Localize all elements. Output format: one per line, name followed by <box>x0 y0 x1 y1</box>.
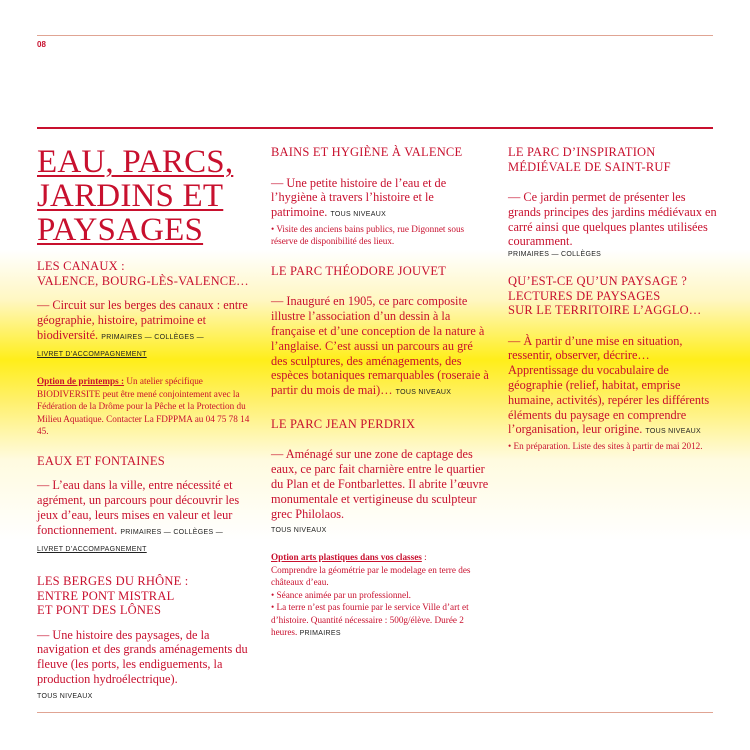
level-tag: PRIMAIRES — COLLÈGES — <box>101 333 204 341</box>
column-1 <box>37 145 251 705</box>
perdrix-option: Option arts plastiques dans vos classes : Comprendre la géométrie par le modelage en terre des châteaux d’eau. • Séance animée par un professionnel. • La terre n’est pas fournie par le service Ville d’art et d’histoire. Quantité nécessaire : 500g/élève. Durée 2 heures. PRIMAIRES <box>271 552 471 638</box>
perdrix-text: — Aménagé sur une zone de captage des eaux, ce parc fait charnière entre le quartier du Plan et de Fontbarlettes. Il abrite l’œuvre monumentale et vertigineuse du sculpteur grec Philolaos. TOUS NIVEAUX <box>271 447 489 535</box>
saintruf-tag: PRIMAIRES — COLLÈGES <box>508 251 602 259</box>
fontaines-text: — L’eau dans la ville, entre nécessité et agrément, un parcours pour découvrir les jeux d’eau, leurs mises en valeur et leur fonctionnement. PRIMAIRES — COLLÈGES — LIVRET D’ACCOMPAGNEMENT <box>37 478 240 554</box>
saintruf-heading: LE PARC D’INSPIRATION MÉDIÉVALE DE SAINT-RUF <box>508 145 671 174</box>
page-title: EAU, PARCS, JARDINS ET PAYSAGES <box>37 144 234 248</box>
canaux-option: Option de printemps : Un atelier spécifique BIODIVERSITE peut être mené conjointement avec la Fédération de la Drôme pour la Pêche et la Protection du Milieu Aquatique. Contacter La FDPPMA au 04 75 78 14 45. <box>37 376 250 437</box>
jouvet-heading: LE PARC THÉODORE JOUVET <box>271 263 447 278</box>
livret-tag: LIVRET D’ACCOMPAGNEMENT <box>37 351 147 359</box>
column-2 <box>271 145 491 641</box>
section-rule <box>37 127 713 129</box>
berges-heading: LES BERGES DU RHÔNE : ENTRE PONT MISTRAL ET PONT DES LÔNES <box>37 574 189 618</box>
paysage-note: • En préparation. Liste des sites à partir de mai 2012. <box>508 441 703 452</box>
page-number: 08 <box>37 40 46 49</box>
berges-text: — Une histoire des paysages, de la navigation et des grands aménagements du fleuve (les ports, les endiguements, la production hydroélectrique). TOUS NIVEAUX <box>37 627 248 700</box>
fontaines-heading: EAUX ET FONTAINES <box>37 453 165 468</box>
perdrix-heading: LE PARC JEAN PERDRIX <box>271 416 416 431</box>
bottom-rule <box>37 712 713 713</box>
jouvet-text: — Inauguré en 1905, ce parc composite illustre l’association d’un dessin à la française et d’une conception de la nature à l’anglaise. C’est aussi un parcours au gré des sculptures, des aménagements, des espèces botaniques remarquables (roseraie à partir du mois de mai)… TOUS NIVEAUX <box>271 294 489 398</box>
top-rule <box>37 35 713 36</box>
canaux-text: — Circuit sur les berges des canaux : entre géographie, histoire, patrimoine et biodiversité. PRIMAIRES — COLLÈGES — LIVRET D’ACCOMPAGNEMENT <box>37 298 251 363</box>
bains-note: • Visite des anciens bains publics, rue Digonnet sous réserve de disponibilité des lieux. <box>271 223 465 247</box>
paysage-text: — À partir d’une mise en situation, ressentir, observer, décrire… Apprentissage du vocabulaire de géographie (relief, habitat, emprise humaine, activités), repérer les différents éléments du paysage en comprendre l’organisation, leur origine. TOUS NIVEAUX <box>508 333 710 437</box>
column-3 <box>508 145 718 453</box>
canaux-heading: LES CANAUX : VALENCE, BOURG-LÈS-VALENCE… <box>37 259 249 288</box>
saintruf-text: — Ce jardin permet de présenter les grands principes des jardins médiévaux en carré ainsi que quelques plantes utilisées couramment. <box>508 190 717 249</box>
bains-text: — Une petite histoire de l’eau et de l’hygiène à travers l’histoire et le patrimoine. TOUS NIVEAUX <box>271 175 447 220</box>
paysage-heading: QU’EST-CE QU’UN PAYSAGE ? LECTURES DE PAYSAGES SUR LE TERRITOIRE L’AGGLO… <box>508 274 702 318</box>
bains-heading: BAINS ET HYGIÈNE À VALENCE <box>271 145 463 159</box>
